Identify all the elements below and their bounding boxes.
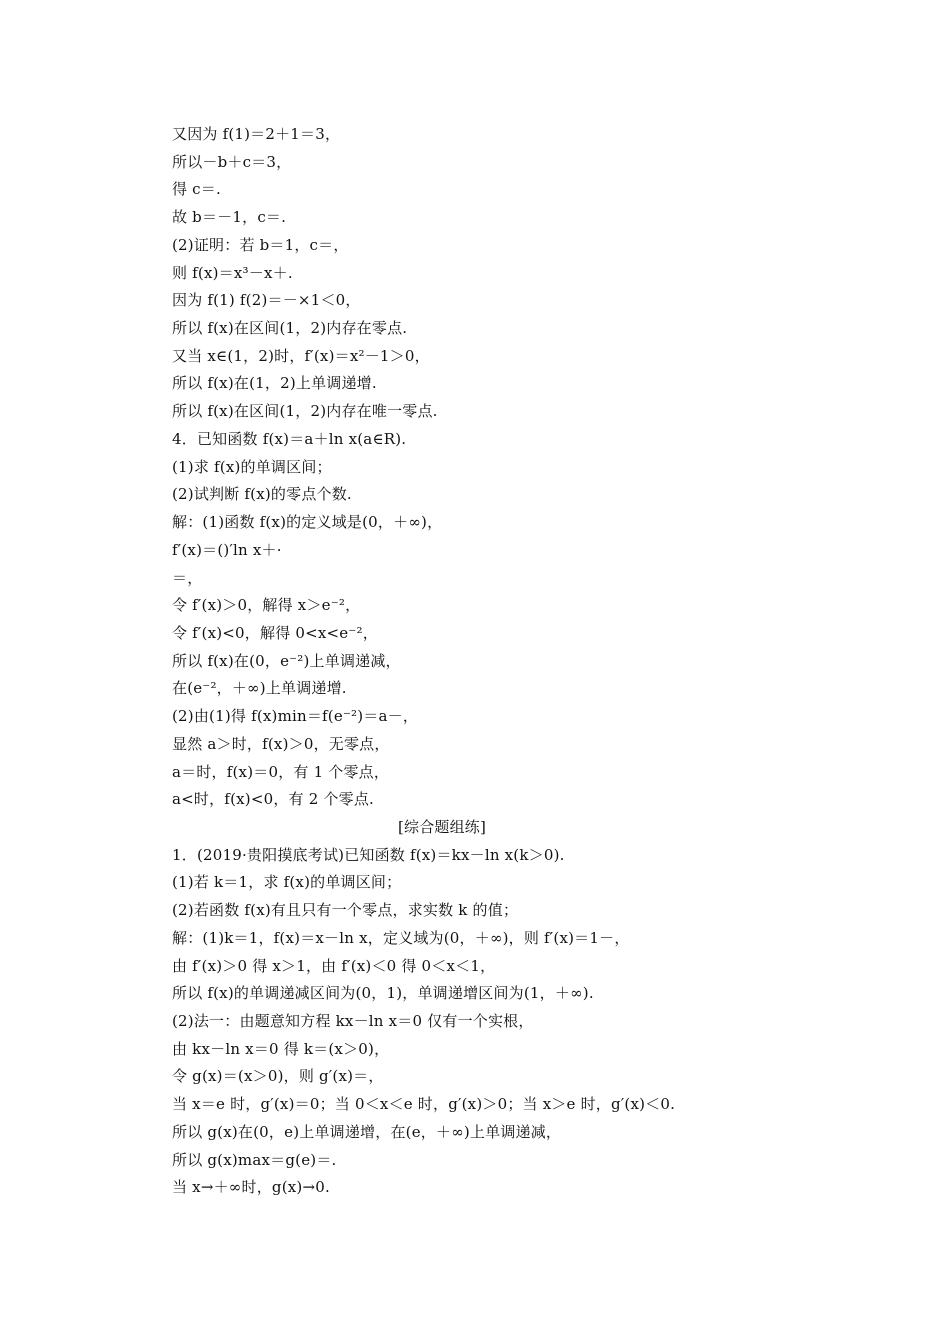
text-line: 当 x→＋∞时，g(x)→0. [172, 1178, 330, 1197]
text-line: f′(x)＝()′ln x＋· [172, 540, 282, 559]
text-line: 所以 f(x)在(0，e⁻²)上单调递减， [172, 651, 401, 670]
text-line: 得 c＝. [172, 180, 221, 199]
text-line: 所以 f(x)在区间(1，2)内存在唯一零点. [172, 402, 438, 421]
text-line: 故 b＝－1，c＝. [172, 208, 287, 227]
text-line: 所以 f(x)的单调递减区间为(0，1)，单调递增区间为(1，＋∞). [172, 984, 594, 1003]
text-line: 因为 f(1) f(2)＝－×1＜0， [172, 291, 361, 310]
text-line: 在(e⁻²，＋∞)上单调递增. [172, 679, 347, 698]
text-line: (2)若函数 f(x)有且只有一个零点，求实数 k 的值； [172, 901, 519, 920]
text-line: 又当 x∈(1，2)时，f′(x)＝x²－1＞0， [172, 346, 430, 365]
text-line: 由 f′(x)＞0 得 x＞1，由 f′(x)＜0 得 0＜x＜1， [172, 956, 496, 975]
text-line: 又因为 f(1)＝2＋1＝3， [172, 125, 341, 143]
text-line: 所以－b＋c＝3， [172, 152, 292, 171]
text-line: (1)求 f(x)的单调区间； [172, 457, 332, 476]
text-line: 令 f′(x)<0，解得 0<x<e⁻²， [172, 623, 378, 642]
text-line: 令 g(x)＝(x＞0)，则 g′(x)＝， [172, 1067, 384, 1086]
text-line: 解：(1)k＝1，f(x)＝x－ln x，定义域为(0，＋∞)，则 f′(x)＝1－， [172, 928, 630, 947]
text-body [172, 121, 792, 1202]
text-line: 当 x＝e 时，g′(x)＝0；当 0＜x＜e 时，g′(x)＞0；当 x＞e 时，g′(x)＜0. [172, 1095, 676, 1114]
text-line: 解：(1)函数 f(x)的定义域是(0，＋∞)， [172, 513, 443, 532]
text-line: 显然 a＞时，f(x)＞0，无零点， [172, 734, 390, 753]
text-line: 所以 f(x)在区间(1，2)内存在零点. [172, 319, 408, 338]
text-line: (2)试判断 f(x)的零点个数. [172, 485, 352, 504]
text-line: (2)由(1)得 f(x)min＝f(e⁻²)＝a－， [172, 707, 419, 726]
text-line: 则 f(x)＝x³－x＋. [172, 263, 293, 282]
problem-1-statement: 1．(2019·贵阳摸底考试)已知函数 f(x)＝kx－ln x(k＞0). [172, 845, 565, 864]
problem-4-statement: 4．已知函数 f(x)＝a＋ln x(a∈R). [172, 429, 407, 448]
text-line: (2)法一：由题意知方程 kx－ln x＝0 仅有一个实根， [172, 1012, 534, 1030]
text-line: 所以 f(x)在(1，2)上单调递增. [172, 374, 377, 393]
text-line: 令 f′(x)＞0，解得 x＞e⁻²， [172, 596, 361, 615]
text-line: 所以 g(x)在(0，e)上单调递增，在(e，＋∞)上单调递减， [172, 1122, 562, 1141]
section-heading: [综合题组练] [397, 817, 487, 836]
text-line: (1)若 k＝1，求 f(x)的单调区间； [172, 873, 402, 892]
text-line: (2)证明：若 b＝1，c＝， [172, 235, 349, 254]
text-line: ＝， [172, 568, 203, 587]
text-line: a<时，f(x)<0，有 2 个零点. [172, 790, 374, 809]
text-line: 所以 g(x)max＝g(e)＝. [172, 1150, 337, 1169]
text-line: 由 kx－ln x＝0 得 k＝(x＞0)， [172, 1039, 390, 1058]
text-line: a＝时，f(x)＝0，有 1 个零点， [172, 762, 390, 781]
